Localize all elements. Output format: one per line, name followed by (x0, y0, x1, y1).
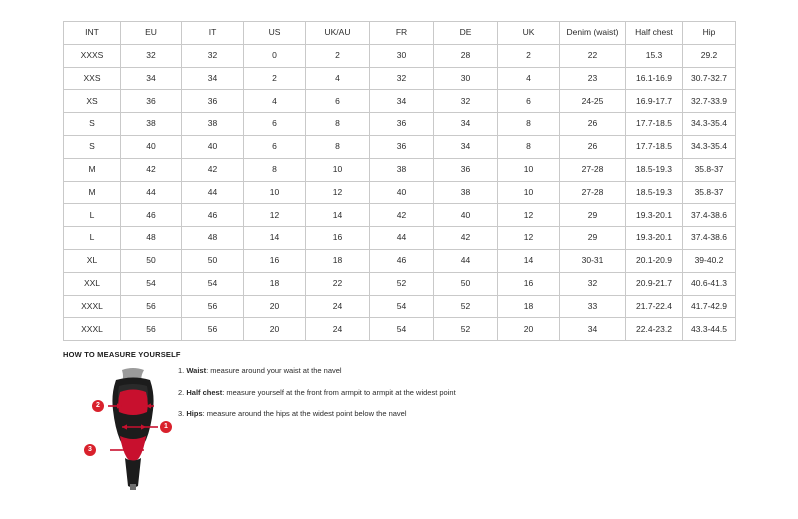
cell-de: 36 (434, 158, 498, 181)
cell-denim-waist: 33 (560, 295, 626, 318)
cell-de: 32 (434, 90, 498, 113)
cell-us: 0 (244, 44, 306, 67)
cell-eu: 46 (121, 204, 182, 227)
cell-de: 52 (434, 295, 498, 318)
how-to-measure-title: HOW TO MEASURE YOURSELF (63, 350, 181, 359)
cell-half-chest: 18.5-19.3 (626, 181, 683, 204)
cell-hip: 34.3-35.4 (683, 135, 736, 158)
measure-note-term: Hips (186, 409, 203, 418)
cell-int: XXXL (64, 318, 121, 341)
cell-half-chest: 19.3-20.1 (626, 227, 683, 250)
cell-denim-waist: 24-25 (560, 90, 626, 113)
column-header-us: US (244, 22, 306, 45)
cell-int: XXL (64, 272, 121, 295)
table-row (64, 249, 736, 272)
cell-uk-au: 10 (306, 158, 370, 181)
cell-half-chest: 21.7-22.4 (626, 295, 683, 318)
cell-int: XL (64, 249, 121, 272)
measure-instructions (178, 366, 598, 431)
table-row (64, 295, 736, 318)
cell-fr: 38 (370, 158, 434, 181)
cell-fr: 46 (370, 249, 434, 272)
cell-denim-waist: 29 (560, 227, 626, 250)
table-body (64, 44, 736, 340)
cell-uk: 10 (498, 158, 560, 181)
cell-int: XXS (64, 67, 121, 90)
cell-it: 44 (182, 181, 244, 204)
cell-denim-waist: 26 (560, 113, 626, 136)
cell-hip: 35.8-37 (683, 158, 736, 181)
table-row (64, 90, 736, 113)
cell-uk-au: 22 (306, 272, 370, 295)
cell-eu: 32 (121, 44, 182, 67)
cell-it: 34 (182, 67, 244, 90)
cell-uk-au: 18 (306, 249, 370, 272)
cell-eu: 56 (121, 295, 182, 318)
cell-it: 56 (182, 295, 244, 318)
cell-hip: 40.6-41.3 (683, 272, 736, 295)
cell-eu: 48 (121, 227, 182, 250)
cell-half-chest: 17.7-18.5 (626, 113, 683, 136)
cell-fr: 36 (370, 135, 434, 158)
cell-eu: 54 (121, 272, 182, 295)
cell-fr: 30 (370, 44, 434, 67)
cell-int: S (64, 135, 121, 158)
cell-de: 52 (434, 318, 498, 341)
measure-note-text: : measure around the hips at the widest point below the navel (202, 409, 407, 418)
cell-half-chest: 16.9-17.7 (626, 90, 683, 113)
measure-note-text: : measure around your waist at the navel (206, 366, 342, 375)
cell-hip: 35.8-37 (683, 181, 736, 204)
cell-fr: 54 (370, 318, 434, 341)
cell-hip: 34.3-35.4 (683, 113, 736, 136)
cell-de: 34 (434, 113, 498, 136)
cell-hip: 43.3-44.5 (683, 318, 736, 341)
cell-denim-waist: 27-28 (560, 158, 626, 181)
cell-it: 54 (182, 272, 244, 295)
cell-hip: 30.7-32.7 (683, 67, 736, 90)
column-header-half-chest: Half chest (626, 22, 683, 45)
cell-half-chest: 20.9-21.7 (626, 272, 683, 295)
cell-uk: 20 (498, 318, 560, 341)
cell-de: 42 (434, 227, 498, 250)
cell-fr: 52 (370, 272, 434, 295)
cell-uk-au: 2 (306, 44, 370, 67)
cell-denim-waist: 27-28 (560, 181, 626, 204)
cell-fr: 44 (370, 227, 434, 250)
cell-hip: 37.4-38.6 (683, 227, 736, 250)
cell-int: M (64, 181, 121, 204)
table-row (64, 113, 736, 136)
cell-denim-waist: 30-31 (560, 249, 626, 272)
cell-int: XXXL (64, 295, 121, 318)
measure-note-term: Half chest (186, 387, 223, 397)
measure-note-term: Waist (186, 366, 207, 375)
cell-de: 34 (434, 135, 498, 158)
cell-uk: 2 (498, 44, 560, 67)
cell-uk: 8 (498, 135, 560, 158)
cell-half-chest: 15.3 (626, 44, 683, 67)
cell-us: 2 (244, 67, 306, 90)
cell-denim-waist: 26 (560, 135, 626, 158)
table-header-row (64, 22, 736, 45)
cell-it: 46 (182, 204, 244, 227)
cell-half-chest: 18.5-19.3 (626, 158, 683, 181)
measure-note-number: 1. (178, 366, 185, 375)
cell-de: 30 (434, 67, 498, 90)
table-row (64, 135, 736, 158)
mannequin-measurement-diagram (78, 366, 188, 491)
cell-fr: 54 (370, 295, 434, 318)
cell-uk: 14 (498, 249, 560, 272)
cell-uk: 16 (498, 272, 560, 295)
measure-note-waist (178, 366, 598, 375)
cell-us: 20 (244, 295, 306, 318)
cell-us: 8 (244, 158, 306, 181)
measure-note-text: : measure yourself at the front from armpit to armpit at the widest point (222, 387, 456, 397)
cell-us: 16 (244, 249, 306, 272)
cell-us: 10 (244, 181, 306, 204)
table-row (64, 227, 736, 250)
cell-us: 12 (244, 204, 306, 227)
cell-uk-au: 24 (306, 295, 370, 318)
column-header-it: IT (182, 22, 244, 45)
cell-eu: 38 (121, 113, 182, 136)
cell-fr: 42 (370, 204, 434, 227)
cell-uk-au: 8 (306, 135, 370, 158)
table-row (64, 67, 736, 90)
cell-uk: 8 (498, 113, 560, 136)
cell-us: 14 (244, 227, 306, 250)
cell-int: M (64, 158, 121, 181)
cell-uk-au: 14 (306, 204, 370, 227)
cell-us: 6 (244, 135, 306, 158)
cell-eu: 44 (121, 181, 182, 204)
cell-it: 48 (182, 227, 244, 250)
cell-uk-au: 24 (306, 318, 370, 341)
cell-de: 50 (434, 272, 498, 295)
cell-us: 20 (244, 318, 306, 341)
cell-uk-au: 12 (306, 181, 370, 204)
cell-it: 38 (182, 113, 244, 136)
measure-note-hips (178, 409, 598, 418)
cell-fr: 34 (370, 90, 434, 113)
cell-hip: 29.2 (683, 44, 736, 67)
column-header-hip: Hip (683, 22, 736, 45)
measure-note-number: 2. (178, 387, 185, 397)
cell-us: 18 (244, 272, 306, 295)
cell-de: 28 (434, 44, 498, 67)
measure-badge-3: 3 (84, 444, 96, 456)
table-row (64, 158, 736, 181)
cell-hip: 32.7-33.9 (683, 90, 736, 113)
cell-it: 42 (182, 158, 244, 181)
cell-eu: 42 (121, 158, 182, 181)
column-header-denim-waist: Denim (waist) (560, 22, 626, 45)
cell-denim-waist: 34 (560, 318, 626, 341)
cell-hip: 39-40.2 (683, 249, 736, 272)
cell-eu: 56 (121, 318, 182, 341)
column-header-uk-au: UK/AU (306, 22, 370, 45)
cell-int: S (64, 113, 121, 136)
cell-hip: 41.7-42.9 (683, 295, 736, 318)
cell-eu: 50 (121, 249, 182, 272)
column-header-int: INT (64, 22, 121, 45)
cell-half-chest: 20.1-20.9 (626, 249, 683, 272)
column-header-de: DE (434, 22, 498, 45)
cell-eu: 40 (121, 135, 182, 158)
cell-uk: 4 (498, 67, 560, 90)
size-conversion-table (63, 21, 736, 341)
measure-note-half-chest (178, 388, 598, 397)
cell-uk-au: 6 (306, 90, 370, 113)
cell-int: XXXS (64, 44, 121, 67)
cell-de: 44 (434, 249, 498, 272)
measure-badge-1: 1 (160, 421, 172, 433)
cell-int: L (64, 227, 121, 250)
column-header-fr: FR (370, 22, 434, 45)
measure-badge-2: 2 (92, 400, 104, 412)
cell-uk: 12 (498, 227, 560, 250)
size-conversion-table-wrap (63, 21, 735, 341)
measure-note-number: 3. (178, 409, 185, 418)
cell-fr: 40 (370, 181, 434, 204)
table-row (64, 318, 736, 341)
cell-eu: 36 (121, 90, 182, 113)
cell-fr: 36 (370, 113, 434, 136)
cell-hip: 37.4-38.6 (683, 204, 736, 227)
cell-it: 32 (182, 44, 244, 67)
cell-int: L (64, 204, 121, 227)
cell-denim-waist: 32 (560, 272, 626, 295)
cell-uk: 10 (498, 181, 560, 204)
cell-de: 38 (434, 181, 498, 204)
table-row (64, 272, 736, 295)
cell-it: 36 (182, 90, 244, 113)
column-header-eu: EU (121, 22, 182, 45)
table-row (64, 181, 736, 204)
cell-us: 6 (244, 113, 306, 136)
cell-us: 4 (244, 90, 306, 113)
cell-half-chest: 16.1-16.9 (626, 67, 683, 90)
cell-half-chest: 19.3-20.1 (626, 204, 683, 227)
cell-denim-waist: 22 (560, 44, 626, 67)
column-header-uk: UK (498, 22, 560, 45)
cell-uk-au: 4 (306, 67, 370, 90)
cell-uk: 18 (498, 295, 560, 318)
cell-uk-au: 8 (306, 113, 370, 136)
cell-it: 40 (182, 135, 244, 158)
table-row (64, 204, 736, 227)
cell-denim-waist: 23 (560, 67, 626, 90)
cell-fr: 32 (370, 67, 434, 90)
cell-it: 50 (182, 249, 244, 272)
cell-uk-au: 16 (306, 227, 370, 250)
table-row (64, 44, 736, 67)
cell-half-chest: 17.7-18.5 (626, 135, 683, 158)
cell-uk: 12 (498, 204, 560, 227)
cell-int: XS (64, 90, 121, 113)
cell-denim-waist: 29 (560, 204, 626, 227)
cell-half-chest: 22.4-23.2 (626, 318, 683, 341)
cell-de: 40 (434, 204, 498, 227)
cell-it: 56 (182, 318, 244, 341)
cell-uk: 6 (498, 90, 560, 113)
cell-eu: 34 (121, 67, 182, 90)
